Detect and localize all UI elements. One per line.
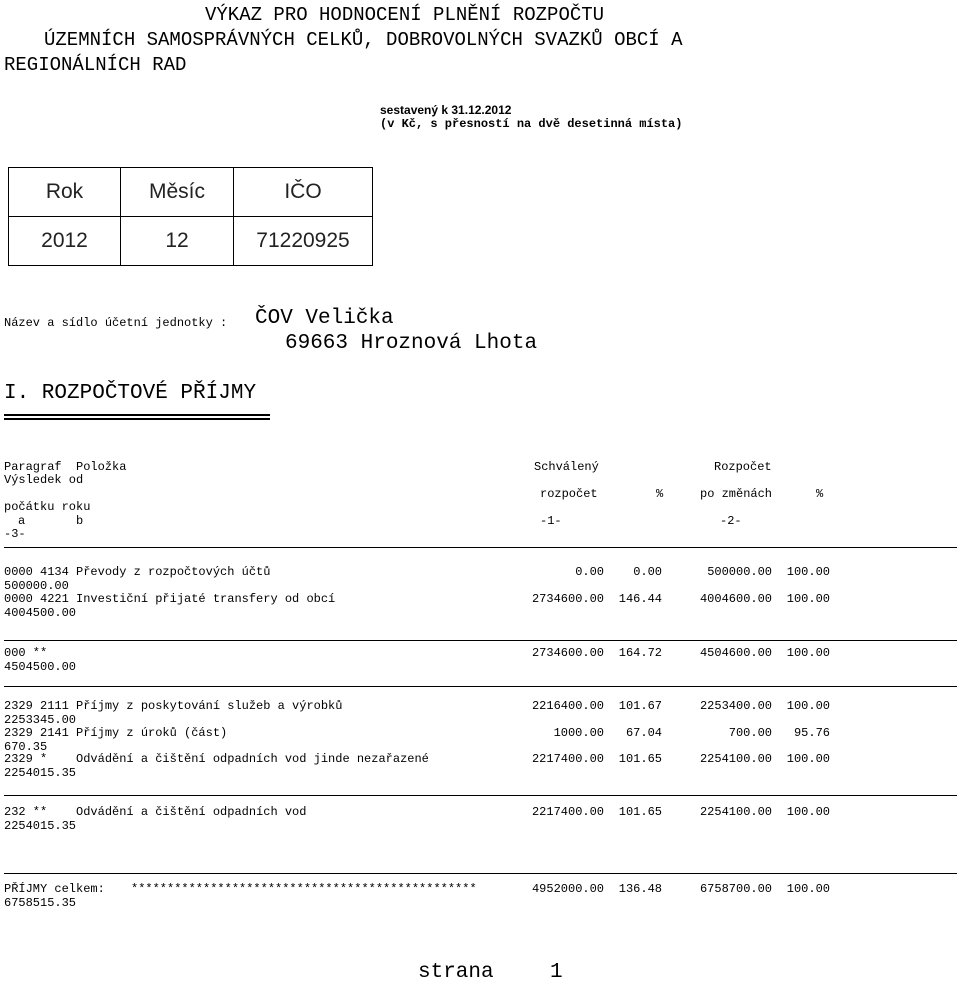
total-p1: 136.48	[618, 882, 662, 896]
year-value: 2012	[9, 217, 121, 266]
page-number: 1	[550, 961, 563, 984]
row-schvaleny: 2217400.00	[531, 752, 604, 766]
col-header-col2: -2-	[720, 514, 742, 528]
row-vysledek: 2253345.00	[4, 713, 77, 727]
group-rule	[4, 873, 957, 874]
entity-address: 69663 Hroznová Lhota	[285, 332, 538, 355]
row-pct1: 101.65	[618, 752, 662, 766]
row-po-zmenach: 4504600.00	[699, 646, 772, 660]
header-rule	[4, 547, 957, 548]
col-header-b: b	[76, 514, 84, 528]
row-code: 2329 2111 Příjmy z poskytování služeb a výrobků	[4, 699, 343, 713]
row-pct2: 100.00	[786, 805, 830, 819]
row-code: 232 ** Odvádění a čištění odpadních vod	[4, 805, 307, 819]
month-header: Měsíc	[121, 168, 234, 217]
row-vysledek: 4504500.00	[4, 660, 77, 674]
units-note: (v Kč, s přesností na dvě desetinná místa)	[380, 117, 683, 131]
col-header-col1: -1-	[540, 514, 562, 528]
row-po-zmenach: 2253400.00	[699, 699, 772, 713]
row-vysledek: 4004500.00	[4, 606, 77, 620]
row-pct1: 164.72	[618, 646, 662, 660]
col-header-vysledek: Výsledek od	[4, 473, 84, 487]
row-po-zmenach: 4004600.00	[699, 592, 772, 606]
report-title-line3: REGIONÁLNÍCH RAD	[4, 54, 187, 76]
col-header-rozpocet-sub: rozpočet	[540, 487, 598, 501]
row-pct1: 0.00	[633, 565, 662, 579]
row-code: 0000 4134 Převody z rozpočtových účtů	[4, 565, 271, 579]
report-title-line2: ÚZEMNÍCH SAMOSPRÁVNÝCH CELKŮ, DOBROVOLNÝCH SVAZKŮ OBCÍ A	[44, 29, 683, 51]
row-pct1: 101.65	[618, 805, 662, 819]
row-pct1: 67.04	[625, 726, 662, 740]
row-pct2: 100.00	[786, 565, 830, 579]
total-p2: 100.00	[786, 882, 830, 896]
ico-header: IČO	[234, 168, 373, 217]
report-title-line1: VÝKAZ PRO HODNOCENÍ PLNĚNÍ ROZPOČTU	[205, 4, 605, 26]
row-vysledek: 500000.00	[4, 579, 69, 593]
row-schvaleny: 2216400.00	[531, 699, 604, 713]
month-value: 12	[121, 217, 234, 266]
row-vysledek: 2254015.35	[4, 766, 77, 780]
ico-value: 71220925	[234, 217, 373, 266]
col-header-schvaleny: Schválený	[534, 460, 599, 474]
row-schvaleny: 2734600.00	[531, 592, 604, 606]
col-header-pocatku-roku: počátku roku	[4, 500, 91, 514]
entity-label: Název a sídlo účetní jednotky :	[4, 316, 228, 330]
col-header-pct2: %	[816, 487, 824, 501]
year-header: Rok	[9, 168, 121, 217]
row-pct2: 100.00	[786, 592, 830, 606]
col-header-rozpocet: Rozpočet	[714, 460, 772, 474]
row-pct1: 101.67	[618, 699, 662, 713]
section-underline	[4, 414, 270, 420]
col-header-po-zmenach: po změnách	[700, 487, 773, 501]
row-vysledek: 670.35	[4, 740, 48, 754]
entity-name: ČOV Velička	[255, 307, 394, 330]
total-label: PŘÍJMY celkem:	[4, 882, 105, 896]
section-title: I. ROZPOČTOVÉ PŘÍJMY	[4, 382, 257, 405]
row-code: 000 **	[4, 646, 48, 660]
row-pct1: 146.44	[618, 592, 662, 606]
col-header-col3: -3-	[4, 527, 26, 541]
col-header-pct1: %	[656, 487, 664, 501]
row-pct2: 100.00	[786, 646, 830, 660]
row-schvaleny: 1000.00	[553, 726, 604, 740]
group-rule	[4, 795, 957, 796]
row-po-zmenach: 700.00	[728, 726, 772, 740]
col-header-paragraf-polozka: Paragraf Položka	[4, 460, 127, 474]
row-code: 2329 2141 Příjmy z úroků (část)	[4, 726, 228, 740]
row-schvaleny: 0.00	[575, 565, 604, 579]
total-v2: 6758700.00	[699, 882, 772, 896]
group-rule	[4, 640, 957, 641]
row-po-zmenach: 2254100.00	[699, 805, 772, 819]
identification-table	[8, 167, 373, 266]
total-v3: 6758515.35	[4, 896, 77, 910]
row-schvaleny: 2734600.00	[531, 646, 604, 660]
row-schvaleny: 2217400.00	[531, 805, 604, 819]
row-pct2: 95.76	[793, 726, 830, 740]
row-vysledek: 2254015.35	[4, 819, 77, 833]
row-pct2: 100.00	[786, 752, 830, 766]
compiled-date: sestavený k 31.12.2012	[380, 103, 512, 117]
group-rule	[4, 686, 957, 687]
total-stars: ************************************************	[131, 882, 477, 896]
total-v1: 4952000.00	[531, 882, 604, 896]
row-po-zmenach: 500000.00	[707, 565, 772, 579]
row-code: 0000 4221 Investiční přijaté transfery od obcí	[4, 592, 336, 606]
page-label: strana	[418, 961, 494, 984]
col-header-a: a	[18, 514, 26, 528]
row-pct2: 100.00	[786, 699, 830, 713]
row-po-zmenach: 2254100.00	[699, 752, 772, 766]
row-code: 2329 * Odvádění a čištění odpadních vod jinde nezařazené	[4, 752, 429, 766]
